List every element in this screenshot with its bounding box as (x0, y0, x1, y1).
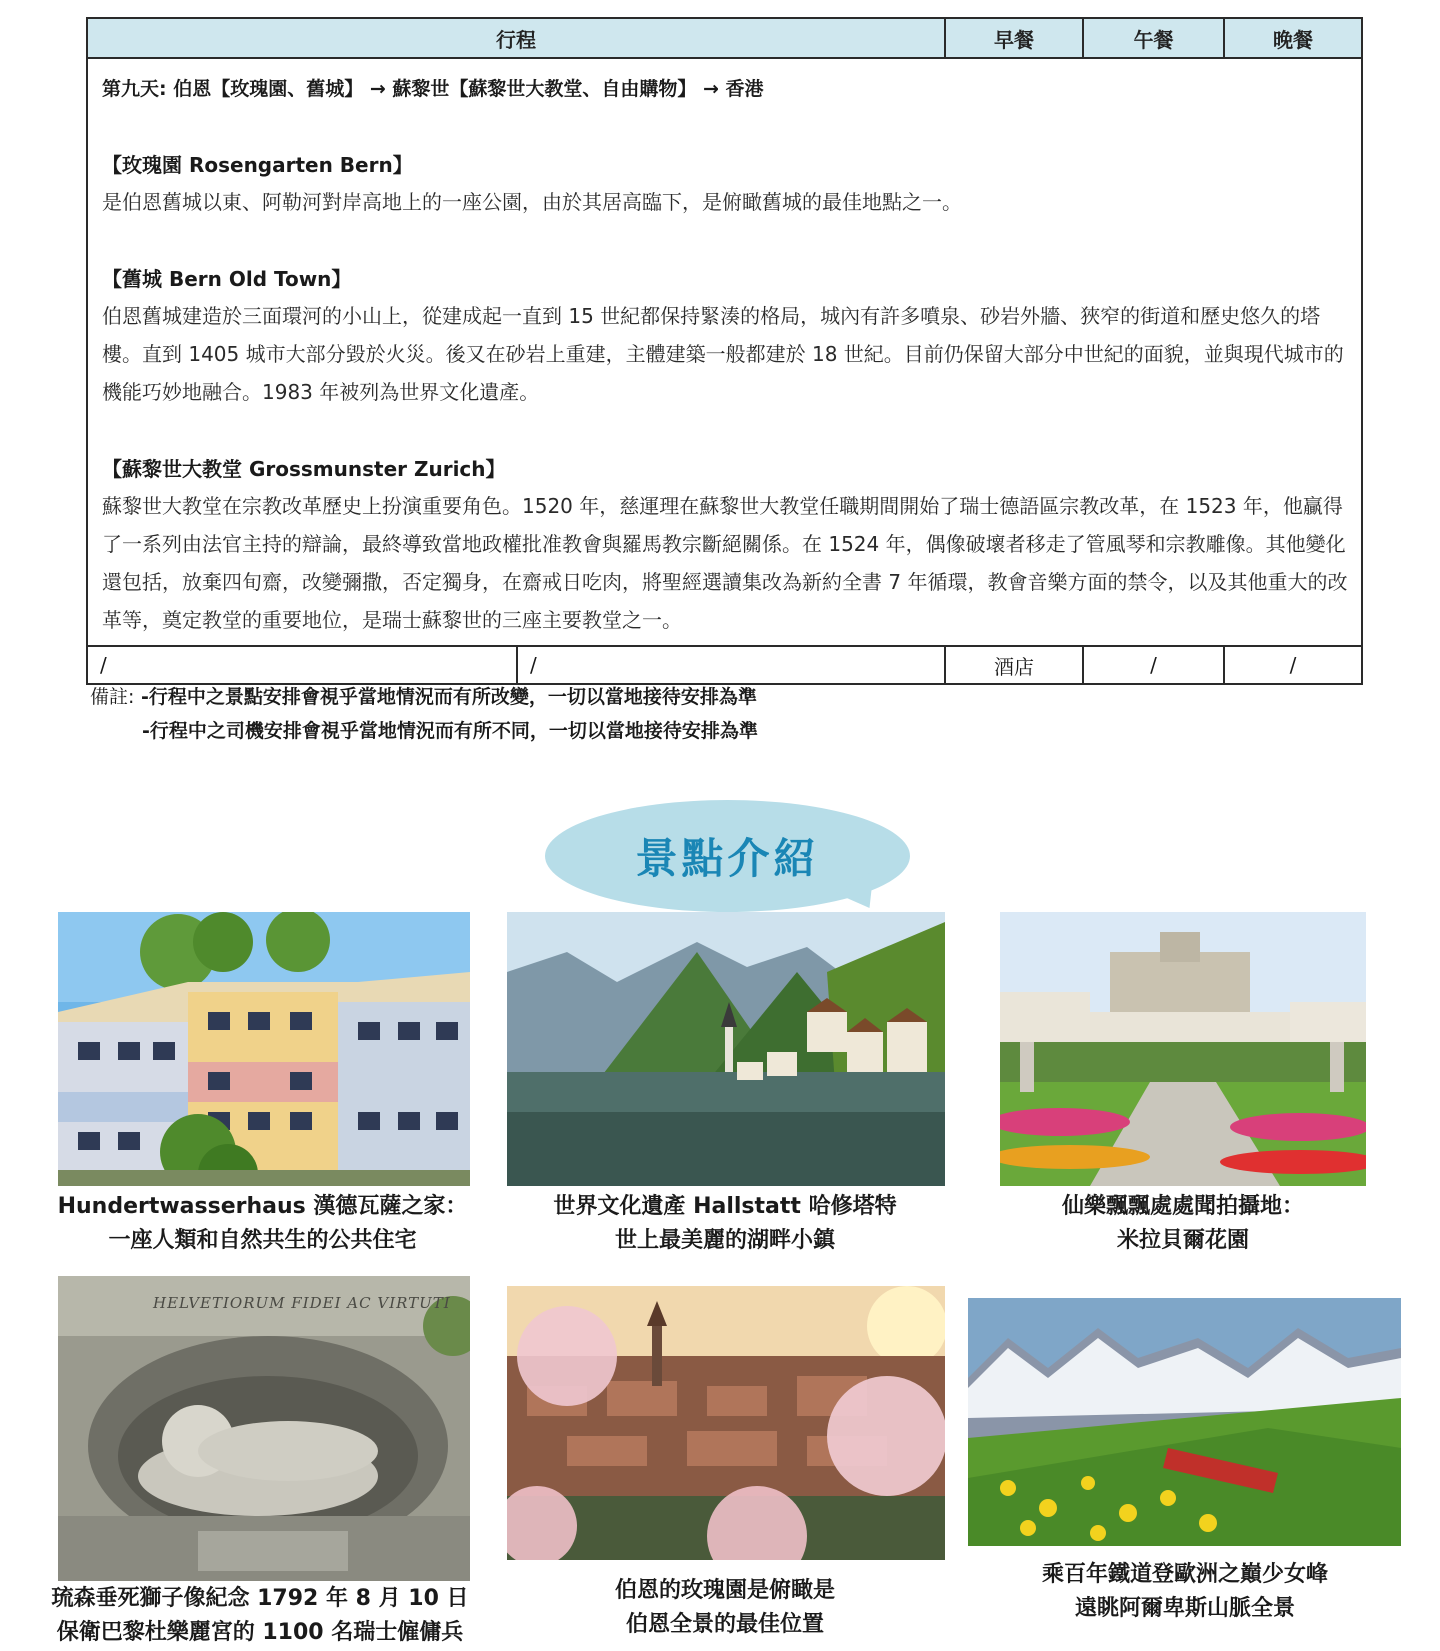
caption-lion-monument (30, 1582, 490, 1650)
header-lunch: 午餐 (1083, 18, 1224, 58)
caption-line-2: 世上最美麗的湖畔小鎮 (614, 1228, 835, 1253)
header-dinner: 晚餐 (1224, 18, 1362, 58)
caption-jungfrau (975, 1558, 1395, 1626)
photo-hundertwasserhaus (58, 912, 470, 1186)
table-header-row (87, 18, 1362, 58)
footer-dinner: / (1224, 646, 1362, 684)
itinerary-table (86, 17, 1363, 685)
section-title-rose-garden: 【玫瑰園 Rosengarten Bern】 (102, 153, 413, 177)
remarks-line-1: -行程中之景點安排會視乎當地情況而有所改變，一切以當地接待安排為準 (141, 686, 757, 708)
caption-hallstatt (495, 1190, 955, 1258)
table-body-row (87, 58, 1362, 646)
remarks-line-2: -行程中之司機安排會視乎當地情況而有所不同，一切以當地接待安排為準 (142, 720, 758, 742)
section-title-grossmunster: 【蘇黎世大教堂 Grossmunster Zurich】 (102, 457, 506, 481)
photo-bern-rose-garden (507, 1286, 945, 1560)
photo-mirabell-garden (1000, 912, 1366, 1186)
caption-line-1: 乘百年鐵道登歐洲之巔少女峰 (1041, 1562, 1328, 1587)
header-itinerary: 行程 (87, 18, 945, 58)
caption-line-2: 遠眺阿爾卑斯山脈全景 (1074, 1596, 1295, 1621)
caption-line-1: 世界文化遺產 Hallstatt 哈修塔特 (553, 1194, 897, 1219)
caption-line-2: 一座人類和自然共生的公共住宅 (108, 1228, 417, 1253)
table-footer-row (87, 646, 1362, 684)
attractions-heading: 景點介紹 (635, 834, 820, 883)
caption-line-2: 伯恩全景的最佳位置 (625, 1612, 824, 1637)
caption-line-1: Hundertwasserhaus 漢德瓦薩之家： (57, 1194, 468, 1219)
footer-cell-1: / (87, 646, 517, 684)
header-breakfast: 早餐 (945, 18, 1083, 58)
caption-bern-rose-garden (510, 1574, 940, 1642)
caption-line-1: 琉森垂死獅子像紀念 1792 年 8 月 10 日 (51, 1586, 469, 1611)
footer-hotel: 酒店 (945, 646, 1083, 684)
caption-line-1: 仙樂飄飄處處聞拍攝地： (1061, 1194, 1304, 1219)
caption-line-2: 米拉貝爾花園 (1116, 1228, 1249, 1253)
photo-lion-monument (58, 1276, 470, 1581)
caption-line-1: 伯恩的玫瑰園是俯瞰是 (614, 1578, 835, 1603)
section-text-grossmunster: 蘇黎世大教堂在宗教改革歷史上扮演重要角色。1520 年，慈運理在蘇黎世大教堂任職期間開始了瑞士德語區宗教改革，在 1523 年，他贏得了一系列由法官主持的辯論，最終導致當地政權批准教會與羅馬教宗斷絕關係。在 1524 年，偶像破壞者移走了管風琴和宗教雕像。其他變化還包括，放棄四旬齋，改變彌撒，否定獨身，在齋戒日吃肉，將聖經選讀集改為新約全書 7 年循環，教會音樂方面的禁令，以及其他重大的改革等，奠定教堂的重要地位，是瑞士蘇黎世的三座主要教堂之一。 (102, 494, 1348, 632)
caption-line-2: 保衛巴黎杜樂麗宮的 1100 名瑞士僱傭兵 (56, 1620, 464, 1645)
footer-cell-2: / (517, 646, 945, 684)
caption-hundertwasserhaus (40, 1190, 485, 1258)
remarks-label: 備註: (90, 686, 135, 708)
caption-mirabell-garden (990, 1190, 1376, 1258)
remarks (90, 680, 758, 748)
section-title-old-town: 【舊城 Bern Old Town】 (102, 267, 352, 291)
section-text-rose-garden: 是伯恩舊城以東、阿勒河對岸高地上的一座公園，由於其居高臨下，是俯瞰舊城的最佳地點之一。 (102, 190, 962, 214)
photo-jungfrau (968, 1298, 1401, 1546)
footer-lunch: / (1083, 646, 1224, 684)
section-text-old-town: 伯恩舊城建造於三面環河的小山上，從建成起一直到 15 世紀都保持緊湊的格局，城內有許多噴泉、砂岩外牆、狹窄的街道和歷史悠久的塔樓。直到 1405 城市大部分毀於火災。後又在砂岩上重建，主體建築一般都建於 18 世紀。目前仍保留大部分中世紀的面貌，並與現代城市的機能巧妙地融合。1983 年被列為世界文化遺產。 (102, 304, 1344, 404)
day-details (87, 58, 1362, 646)
lion-inscription: HELVETIORUM FIDEI AC VIRTUTI (153, 1294, 451, 1312)
photo-hallstatt (507, 912, 945, 1186)
day-title: 第九天: 伯恩【玫瑰園、舊城】 → 蘇黎世【蘇黎世大教堂、自由購物】 → 香港 (102, 78, 764, 100)
